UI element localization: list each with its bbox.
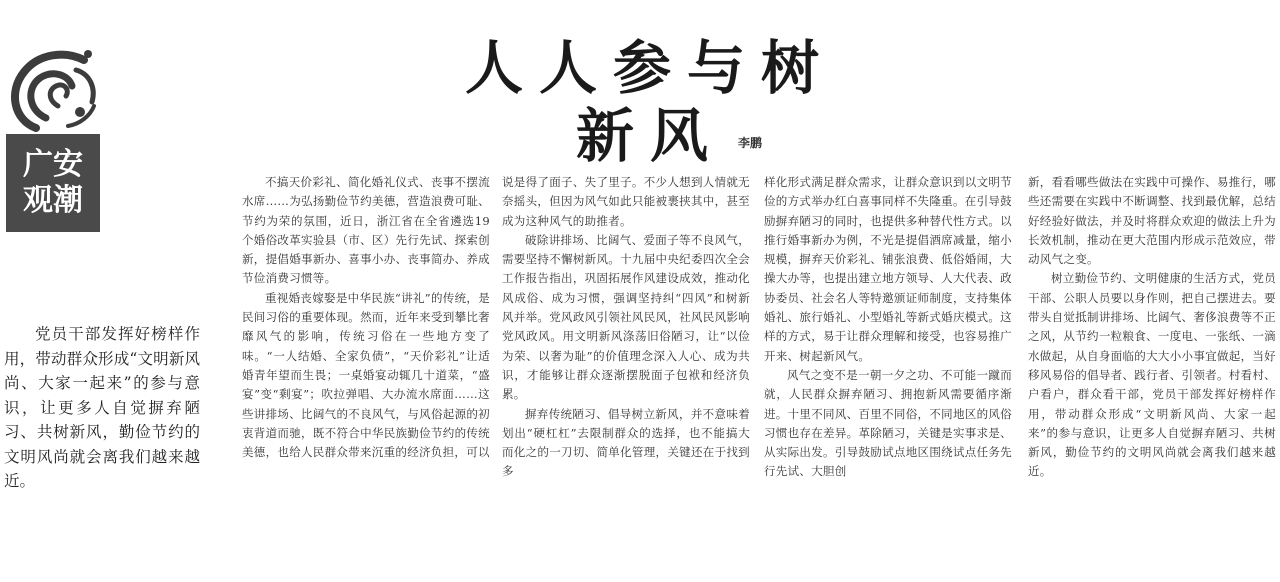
column-name-line2: 观潮 [23,183,83,218]
article-column-4 [1028,173,1276,482]
column-name-badge [6,134,100,232]
article-column-1 [242,173,490,462]
paragraph: 破除讲排场、比阔气、爱面子等不良风气，需要坚持不懈树新风。十九届中央纪委四次全会工作报告指出，巩固拓展作风建设成效，推动化风成俗、成为习惯，强调坚持纠“四风”和树新风并举。党风政风引领社风民风，社风民风影响党风政风。用文明新风涤荡旧俗陋习，让“以俭为荣、以奢为耻”的价值理念深入人心、成为共识，才能够让群众逐渐摆脱面子包袱和经济负累。 [502,232,750,402]
author-byline: 李鹏 [737,136,762,150]
wave-logo-icon [6,40,98,136]
paragraph: 不搞天价彩礼、简化婚礼仪式、丧事不摆流水席……为弘扬勤俭节约美德，营造浪费可耻、节约为荣的氛围，近日，浙江省在全省遴选19个婚俗改革实验县（市、区）先行先试、探索创新，提倡婚事新办、喜事小办、丧事简办、养成节俭消费习惯等。 [242,175,490,286]
article-column-3 [764,173,1012,482]
paragraph: 新，看看哪些做法在实践中可操作、易推行，哪些还需要在实践中不断调整、找到最优解，总结好经验好做法，并及时将群众欢迎的做法上升为长效机制，推动在更大范围内形成示范效应，带动风气之变。 [1028,175,1276,267]
paragraph: 说是得了面子、失了里子。不少人想到人情就无奈摇头，但因为风气如此只能被裹挟其中，甚至成为这种风气的助推者。 [502,175,750,228]
paragraph: 重视婚丧嫁娶是中华民族“讲礼”的传统，是民间习俗的重要体现。然而，近年来受到攀比奢靡风气的影响，传统习俗在一些地方变了味。“一人结婚、全家负债”，“天价彩礼”让适婚青年望而生畏；一桌婚宴动辄几十道菜，“盛宴”变“剩宴”；吹拉弹唱、大办流水席面……这些讲排场、比阔气的不良风气，与风俗起源的初衷背道而驰，既不符合中华民族勤俭节约的传统美德，也给人民群众带来沉重的经济负担，可以 [242,290,490,460]
paragraph: 树立勤俭节约、文明健康的生活方式，党员干部、公职人员要以身作则，把自己摆进去。要带头自觉抵制讲排场、比阔气、奢侈浪费等不正之风，从节约一粒粮食、一度电、一张纸、一滴水做起，从自身面临的大大小小事宜做起，当好移风易俗的倡导者、践行者、引领者。村看村、户看户，群众看干部，党员干部发挥好榜样作用，带动群众形成“文明新风尚、大家一起来”的参与意识，让更多人自觉摒弃陋习、共树新风，勤俭节约的文明风尚就会离我们越来越近。 [1028,271,1276,479]
paragraph: 摒弃传统陋习、倡导树立新风，并不意味着划出“硬杠杠”去限制群众的选择，也不能搞大而化之的一刀切、简单化管理，关键还在于找到多 [502,406,750,479]
column-name-line1: 广安 [23,147,83,182]
headline: 人人参与树新风 [464,34,835,170]
article-column-2 [502,173,750,482]
paragraph: 样化形式满足群众需求，让群众意识到以文明节俭的方式举办红白喜事同样不失隆重。在引导鼓励摒弃陋习的同时，也提供多种替代性方式。以推行婚事新办为例，不光是提倡酒席减量，缩小规模，摒弃天价彩礼、铺张浪费、低俗婚闹，大操大办等，也提出建立地方领导、人大代表、政协委员、社会名人等特邀颁证师制度，支持集体婚礼、旅行婚礼、小型婚礼等新式婚庆模式。这样的方式，易于让群众理解和接受，也容易推广开来、树起新风气。 [764,175,1012,363]
paragraph: 风气之变不是一朝一夕之功、不可能一蹴而就，人民群众摒弃陋习、拥抱新风需要循序渐进。十里不同风、百里不同俗，不同地区的风俗习惯也存在差异。革除陋习，关键是实事求是、从实际出发。引导鼓励试点地区围绕试点任务先行先试、大胆创 [764,367,1012,479]
pull-quote: 党员干部发挥好榜样作用，带动群众形成“文明新风尚、大家一起来”的参与意识，让更多人自觉摒弃陋习、共树新风，勤俭节约的文明风尚就会离我们越来越近。 [4,325,200,490]
